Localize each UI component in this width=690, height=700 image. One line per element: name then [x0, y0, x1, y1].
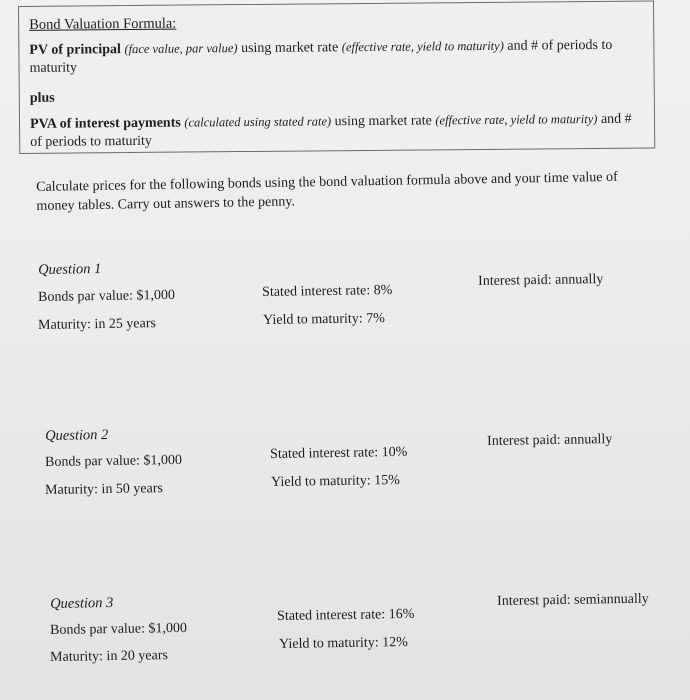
question-1-interest-paid: Interest paid: annually [478, 272, 604, 289]
question-2-title: Question 2 [45, 427, 109, 444]
question-2-maturity: Maturity: in 50 years [45, 481, 164, 498]
question-3-maturity: Maturity: in 20 years [50, 648, 169, 665]
question-2-yield: Yield to maturity: 15% [271, 472, 400, 490]
question-2-interest-paid: Interest paid: annually [487, 432, 613, 449]
question-3-yield: Yield to maturity: 12% [279, 634, 408, 652]
question-1-par-value: Bonds par value: $1,000 [38, 287, 176, 305]
plus-label: plus [29, 90, 55, 106]
pva-note: (calculated using stated rate) [184, 114, 332, 130]
pv-mid: using market rate [241, 40, 339, 57]
question-3-interest-paid: Interest paid: semiannually [497, 591, 649, 609]
pv-label: PV of principal [29, 42, 121, 58]
question-3-title: Question 3 [50, 595, 114, 612]
question-1-yield: Yield to maturity: 7% [263, 311, 385, 328]
pva-interest-line [30, 110, 640, 152]
pva-end: and # of periods to maturity [30, 111, 632, 150]
formula-box [18, 0, 655, 154]
question-2-par-value: Bonds par value: $1,000 [45, 452, 183, 470]
pva-mid: using market rate [334, 113, 432, 130]
pv-note-2: (effective rate, yield to maturity) [341, 38, 504, 55]
pv-principal-line [29, 36, 639, 78]
question-2-stated-rate: Stated interest rate: 10% [270, 444, 408, 462]
question-3-stated-rate: Stated interest rate: 16% [277, 606, 415, 624]
formula-title: Bond Valuation Formula: [29, 15, 177, 33]
instructions-text: Calculate prices for the following bonds using the bond valuation formula above and your time value of money tables. Carry out answers to the penny. [36, 169, 618, 214]
pva-label: PVA of interest payments [29, 115, 181, 132]
pv-end: and # of periods to maturity [29, 37, 613, 76]
question-3-par-value: Bonds par value: $1,000 [50, 620, 188, 638]
pva-note-2: (effective rate, yield to maturity) [435, 111, 598, 128]
question-1-stated-rate: Stated interest rate: 8% [262, 282, 393, 300]
question-1-title: Question 1 [38, 261, 102, 278]
question-1-maturity: Maturity: in 25 years [38, 316, 157, 333]
pv-note: (face value, par value) [124, 41, 238, 57]
